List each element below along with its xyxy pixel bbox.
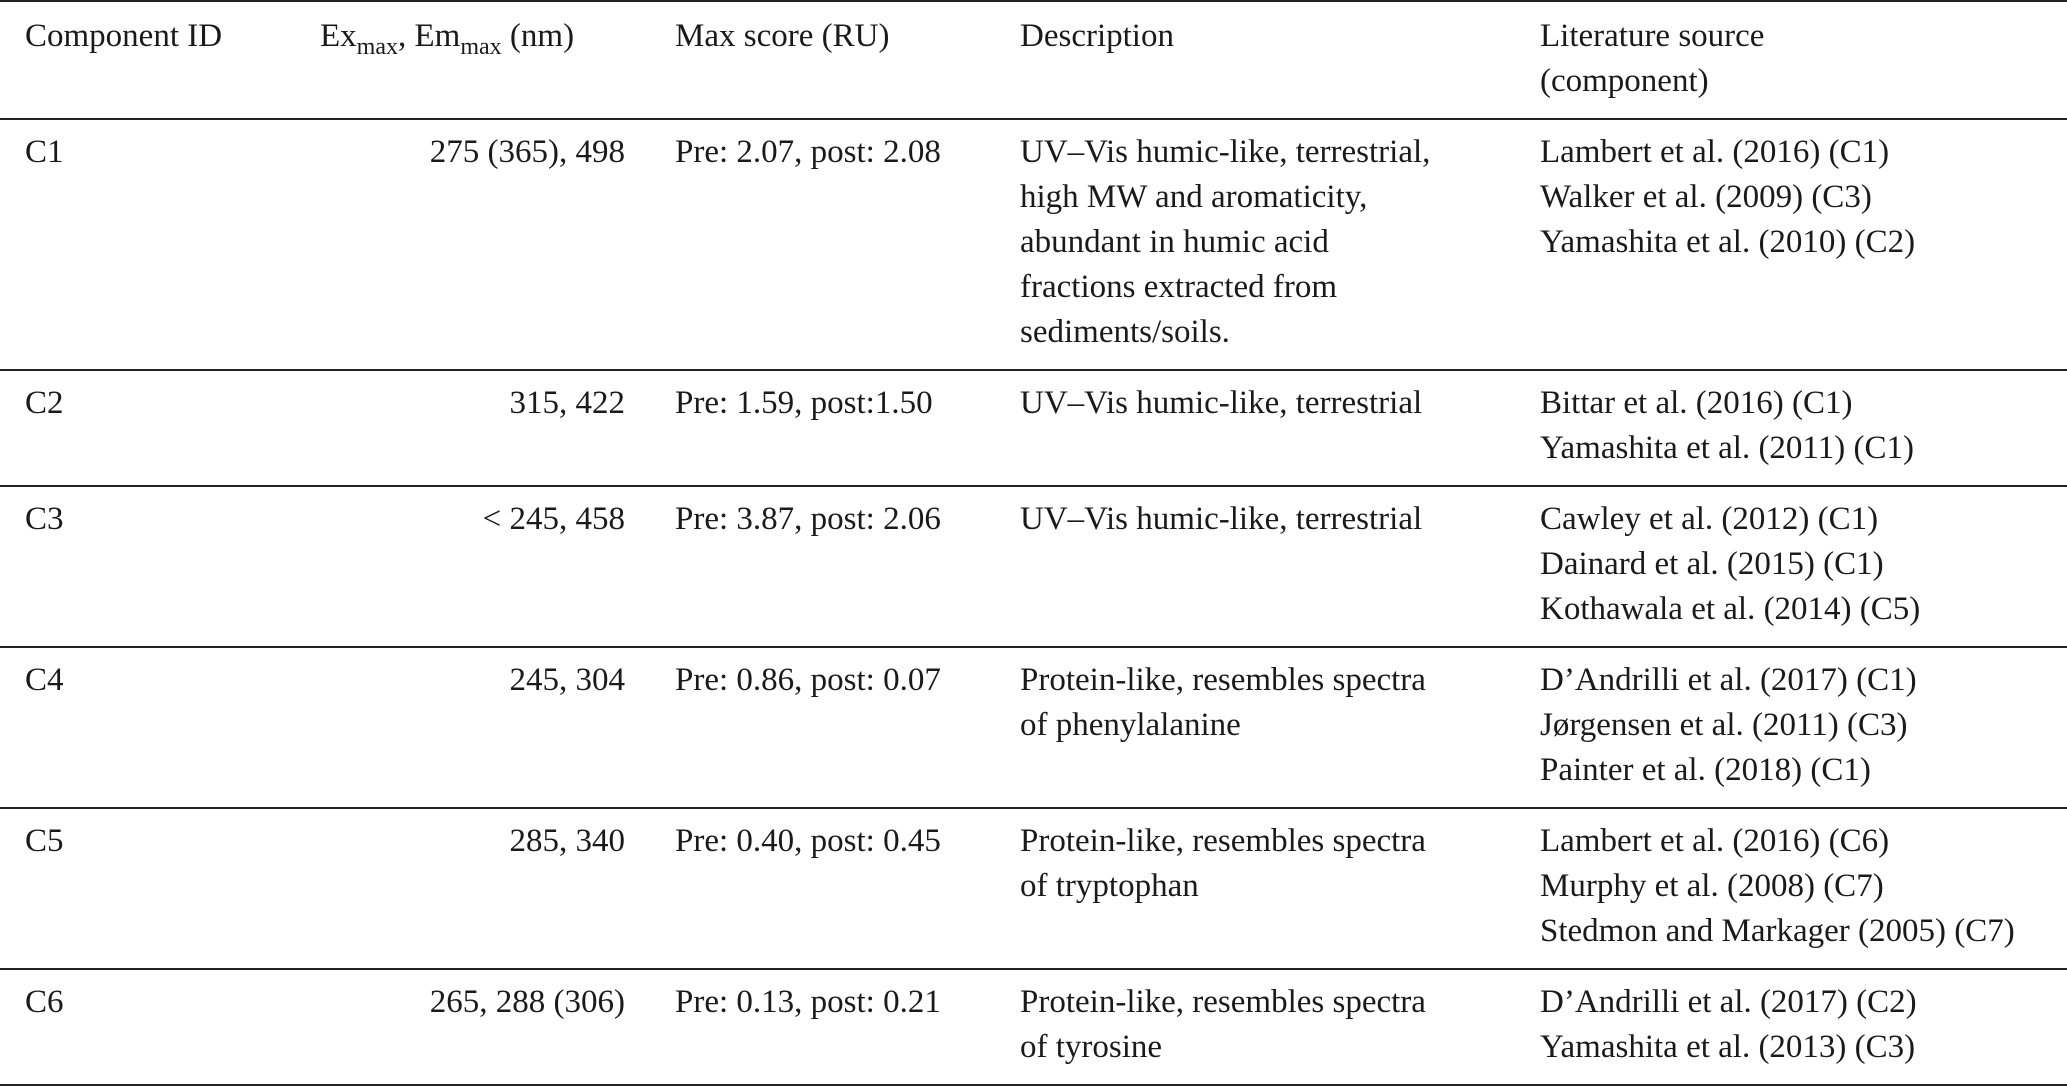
max-score-cell (625, 969, 1020, 1085)
cell-component-id: C3 (25, 501, 64, 537)
literature-reference: Cawley et al. (2012) (C1) (1540, 501, 1879, 537)
max-score-cell (625, 370, 1020, 486)
cell-component-id: C1 (25, 134, 64, 170)
table-row (0, 808, 2067, 969)
literature-reference: Bittar et al. (2016) (C1) (1540, 385, 1853, 421)
literature-reference: D’Andrilli et al. (2017) (C1) (1540, 662, 1917, 698)
cell-ex-em: 315, 422 (509, 385, 625, 421)
header-ex-suffix: (nm) (501, 18, 575, 54)
description-line: Protein-like, resembles spectra (1020, 984, 1426, 1020)
cell-ex-em: 245, 304 (509, 662, 625, 698)
literature-cell (1540, 119, 2067, 370)
header-literature (1540, 1, 2067, 119)
header-component-id: Component ID (25, 18, 223, 54)
literature-reference: Jørgensen et al. (2011) (C3) (1540, 707, 1908, 743)
cell-ex-em: < 245, 458 (482, 501, 625, 537)
header-literature-line: (component) (1540, 63, 1709, 99)
description-cell (1020, 370, 1540, 486)
cell-max-score: Pre: 0.86, post: 0.07 (675, 662, 941, 698)
literature-reference: Lambert et al. (2016) (C1) (1540, 134, 1890, 170)
description-line: UV–Vis humic-like, terrestrial (1020, 501, 1423, 537)
literature-reference: Murphy et al. (2008) (C7) (1540, 868, 1884, 904)
literature-reference: Dainard et al. (2015) (C1) (1540, 546, 1884, 582)
cell-ex-em: 285, 340 (509, 823, 625, 859)
cell-component-id: C4 (25, 662, 64, 698)
literature-cell (1540, 486, 2067, 647)
literature-cell (1540, 808, 2067, 969)
cell-max-score: Pre: 3.87, post: 2.06 (675, 501, 941, 537)
literature-reference: Kothawala et al. (2014) (C5) (1540, 591, 1921, 627)
table-row (0, 486, 2067, 647)
max-score-cell (625, 119, 1020, 370)
header-ex-em (320, 1, 625, 119)
literature-cell (1540, 370, 2067, 486)
table-row (0, 969, 2067, 1085)
literature-cell (1540, 969, 2067, 1085)
header-ex-prefix: Ex (320, 18, 357, 54)
description-line: fractions extracted from (1020, 269, 1338, 305)
description-line: of tryptophan (1020, 868, 1199, 904)
cell-component-id: C6 (25, 984, 64, 1020)
header-description: Description (1020, 18, 1174, 54)
cell-max-score: Pre: 1.59, post:1.50 (675, 385, 933, 421)
table-row (0, 370, 2067, 486)
table-body (0, 119, 2067, 1085)
table-row (0, 119, 2067, 370)
description-cell (1020, 808, 1540, 969)
cell-max-score: Pre: 0.40, post: 0.45 (675, 823, 941, 859)
literature-reference: D’Andrilli et al. (2017) (C2) (1540, 984, 1917, 1020)
description-line: high MW and aromaticity, (1020, 179, 1368, 215)
cell-max-score: Pre: 2.07, post: 2.08 (675, 134, 941, 170)
description-line: of phenylalanine (1020, 707, 1241, 743)
table-row (0, 647, 2067, 808)
header-em-prefix: , Em (398, 18, 461, 54)
description-line: Protein-like, resembles spectra (1020, 823, 1426, 859)
header-row (0, 1, 2067, 119)
description-line: UV–Vis humic-like, terrestrial (1020, 385, 1423, 421)
cell-component-id: C5 (25, 823, 64, 859)
description-cell (1020, 119, 1540, 370)
literature-reference: Painter et al. (2018) (C1) (1540, 752, 1871, 788)
cell-ex-em: 275 (365), 498 (429, 134, 625, 170)
literature-reference: Walker et al. (2009) (C3) (1540, 179, 1872, 215)
description-line: sediments/soils. (1020, 314, 1230, 350)
literature-reference: Stedmon and Markager (2005) (C7) (1540, 913, 2015, 949)
header-em-sub: max (460, 34, 502, 60)
max-score-cell (625, 808, 1020, 969)
literature-reference: Yamashita et al. (2013) (C3) (1540, 1029, 1916, 1065)
description-line: Protein-like, resembles spectra (1020, 662, 1426, 698)
literature-reference: Yamashita et al. (2010) (C2) (1540, 224, 1916, 260)
header-ex-sub: max (356, 34, 398, 60)
description-line: of tyrosine (1020, 1029, 1163, 1065)
header-max-score: Max score (RU) (675, 18, 890, 54)
header-literature-line: Literature source (1540, 18, 1765, 54)
literature-cell (1540, 647, 2067, 808)
cell-ex-em: 265, 288 (306) (429, 984, 625, 1020)
description-line: abundant in humic acid (1020, 224, 1329, 260)
max-score-cell (625, 647, 1020, 808)
description-cell (1020, 647, 1540, 808)
description-line: UV–Vis humic-like, terrestrial, (1020, 134, 1431, 170)
table-header (0, 1, 2067, 119)
description-cell (1020, 969, 1540, 1085)
literature-reference: Yamashita et al. (2011) (C1) (1540, 430, 1914, 466)
description-cell (1020, 486, 1540, 647)
cell-component-id: C2 (25, 385, 64, 421)
cell-max-score: Pre: 0.13, post: 0.21 (675, 984, 941, 1020)
literature-reference: Lambert et al. (2016) (C6) (1540, 823, 1890, 859)
max-score-cell (625, 486, 1020, 647)
